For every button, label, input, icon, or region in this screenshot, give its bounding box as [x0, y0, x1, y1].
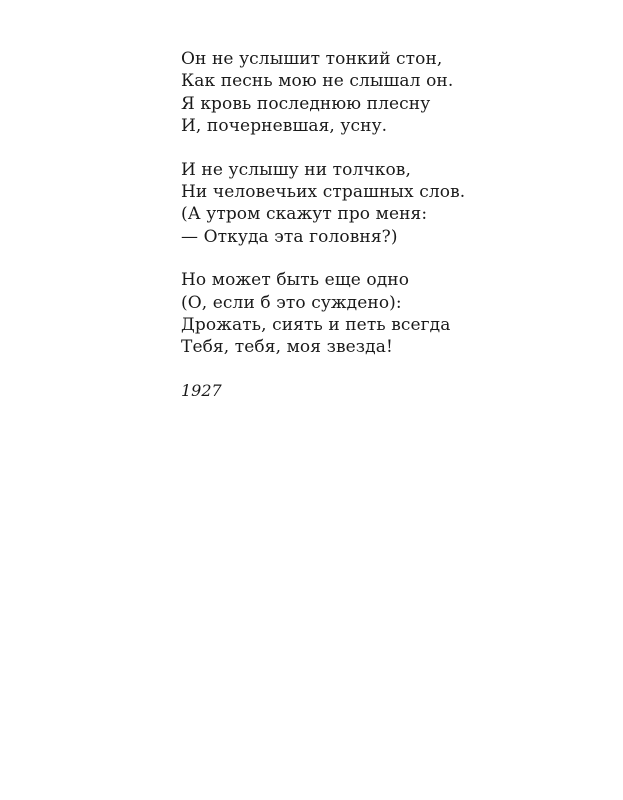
- poem-line: (О, если б это суждено):: [181, 292, 402, 313]
- poem-line: Тебя, тебя, моя звезда!: [181, 337, 393, 358]
- poem-line: Ни человечьих страшных слов.: [181, 182, 466, 203]
- stanza-2: [181, 159, 481, 249]
- poem-line: — Откуда эта головня?): [181, 226, 398, 247]
- poem-line: И не услышу ни толчков,: [181, 159, 411, 180]
- poem: [181, 48, 481, 402]
- stanza-1: [181, 48, 481, 138]
- poem-line: Он не услышит тонкий стон,: [181, 49, 443, 69]
- poem-line: Я кровь последнюю плесну: [181, 93, 431, 114]
- poem-date: 1927: [181, 380, 222, 400]
- poem-line: Как песнь мою не слышал он.: [181, 71, 454, 92]
- poem-line: И, почерневшая, усну.: [181, 116, 388, 137]
- poem-line: Дрожать, сиять и петь всегда: [181, 315, 451, 336]
- poem-line: Но может быть еще одно: [181, 270, 410, 291]
- poem-line: (А утром скажут про меня:: [181, 204, 428, 225]
- stanza-3: [181, 269, 481, 359]
